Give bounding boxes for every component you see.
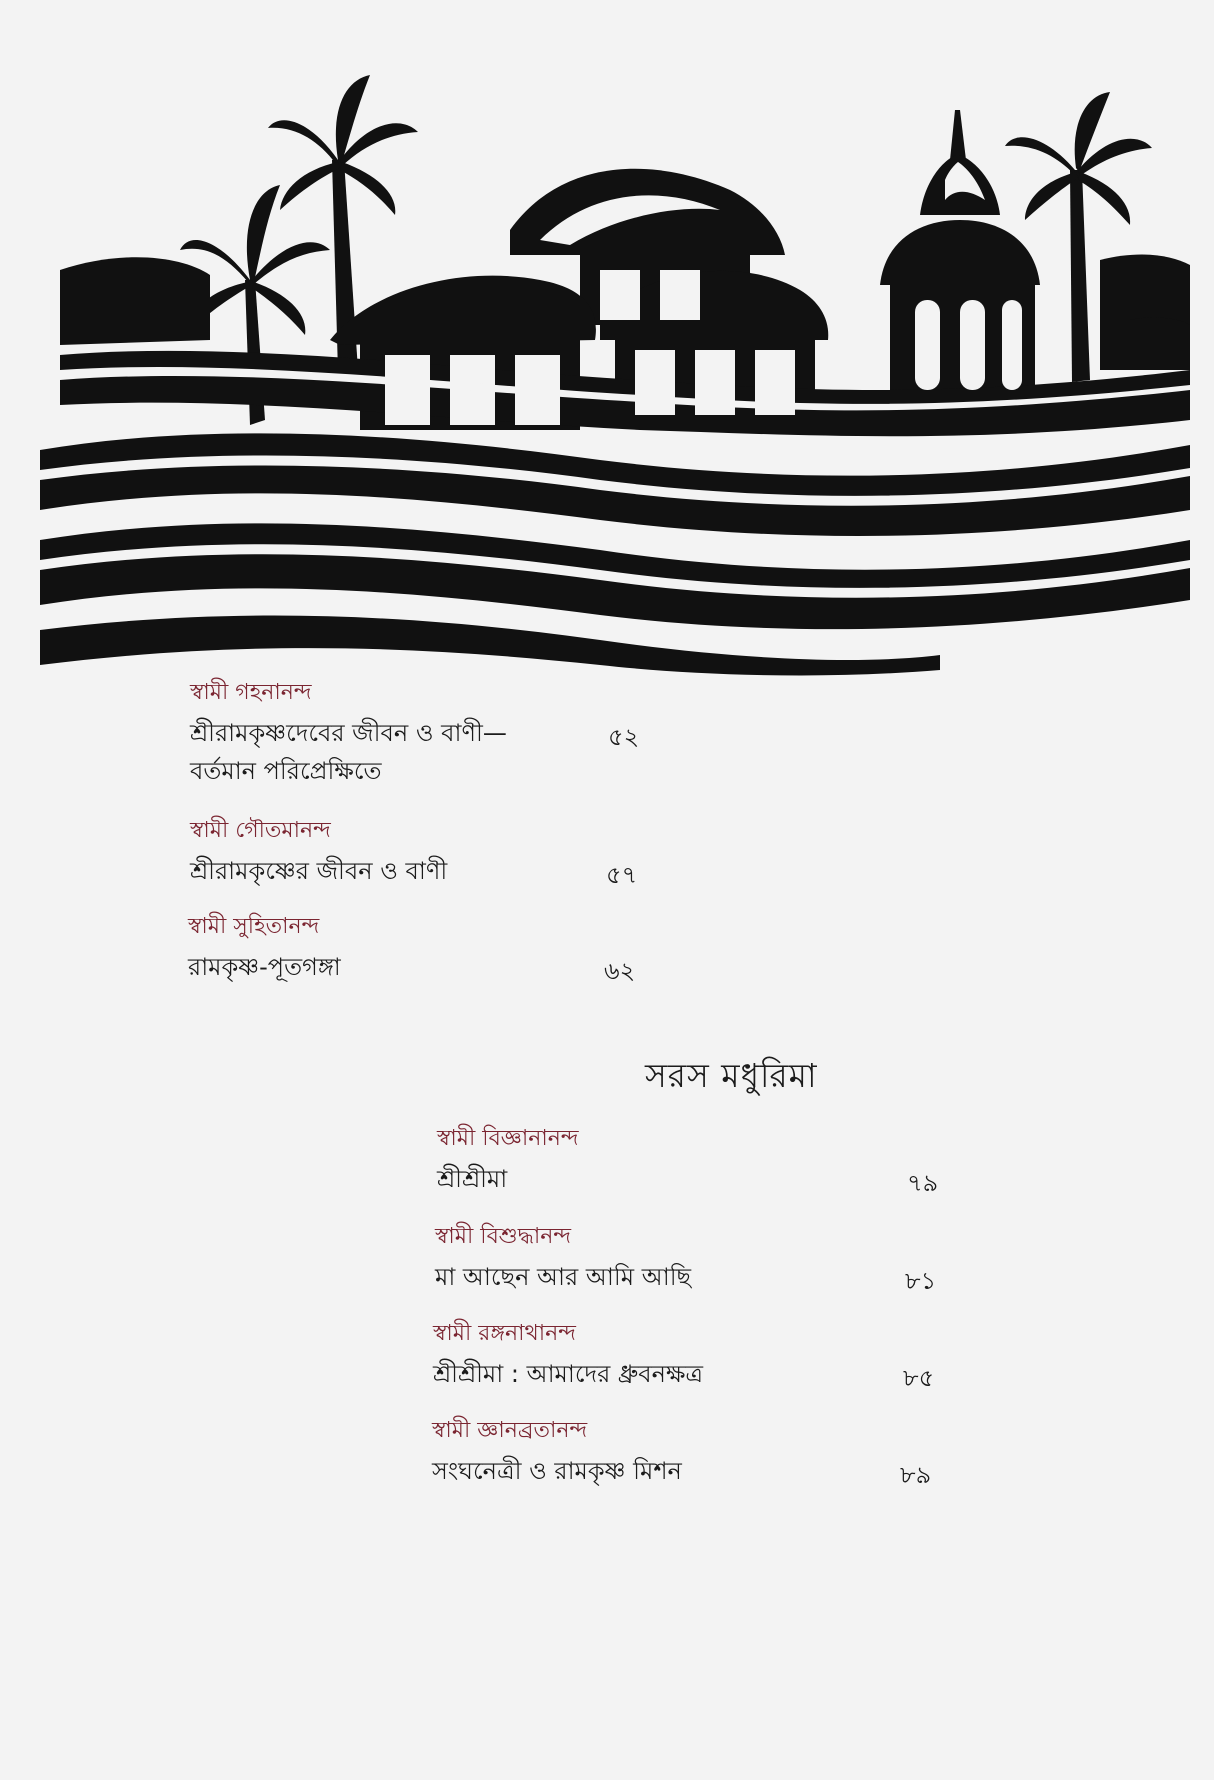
section-heading: সরস মধুরিমা bbox=[645, 1056, 818, 1095]
entry-page-number: ৮১ bbox=[905, 1267, 937, 1295]
entry-page-number: ৫৭ bbox=[606, 861, 638, 889]
entry-title: শ্রীরামকৃষ্ণদেবের জীবন ও বাণী— bbox=[190, 719, 507, 747]
toc-entry-7 bbox=[432, 1420, 682, 1490]
entry-page-number: ৭৯ bbox=[907, 1169, 939, 1197]
entry-title: শ্রীশ্রীমা : আমাদের ধ্রুবনক্ষত্র bbox=[433, 1360, 704, 1388]
entry-page-number: ৮৯ bbox=[900, 1461, 932, 1489]
entry-author: স্বামী গহনানন্দ bbox=[190, 680, 312, 705]
entry-title: শ্রীশ্রীমা bbox=[437, 1165, 508, 1193]
toc-entry-5 bbox=[435, 1226, 691, 1296]
entry-page-number: ৫২ bbox=[608, 723, 640, 751]
entry-author: স্বামী সুহিতানন্দ bbox=[188, 914, 320, 939]
entry-title: মা আছেন আর আমি আছি bbox=[435, 1263, 692, 1291]
toc-entry-3 bbox=[188, 916, 341, 986]
entry-title-continued: বর্তমান পরিপ্রেক্ষিতে bbox=[190, 757, 382, 786]
entry-page-number: ৬২ bbox=[604, 957, 636, 985]
toc-entry-1 bbox=[190, 682, 507, 791]
entry-author: স্বামী বিশুদ্ধানন্দ bbox=[435, 1224, 572, 1249]
entry-author: স্বামী জ্ঞানব্রতানন্দ bbox=[432, 1418, 588, 1443]
entry-author: স্বামী রঙ্গনাথানন্দ bbox=[433, 1321, 576, 1346]
entry-title: সংঘনেত্রী ও রামকৃষ্ণ মিশন bbox=[432, 1457, 682, 1485]
entry-author: স্বামী গৌতমানন্দ bbox=[190, 818, 331, 843]
toc-entry-2 bbox=[190, 820, 447, 890]
entry-title: শ্রীরামকৃষ্ণের জীবন ও বাণী bbox=[190, 857, 448, 885]
toc-entry-4 bbox=[437, 1128, 579, 1198]
entry-page-number: ৮৫ bbox=[903, 1364, 935, 1392]
entry-title: রামকৃষ্ণ-পূতগঙ্গা bbox=[188, 953, 341, 981]
village-woodcut-illustration bbox=[40, 40, 1200, 680]
entry-author: স্বামী বিজ্ঞানানন্দ bbox=[437, 1126, 579, 1151]
toc-entry-6 bbox=[433, 1323, 703, 1393]
